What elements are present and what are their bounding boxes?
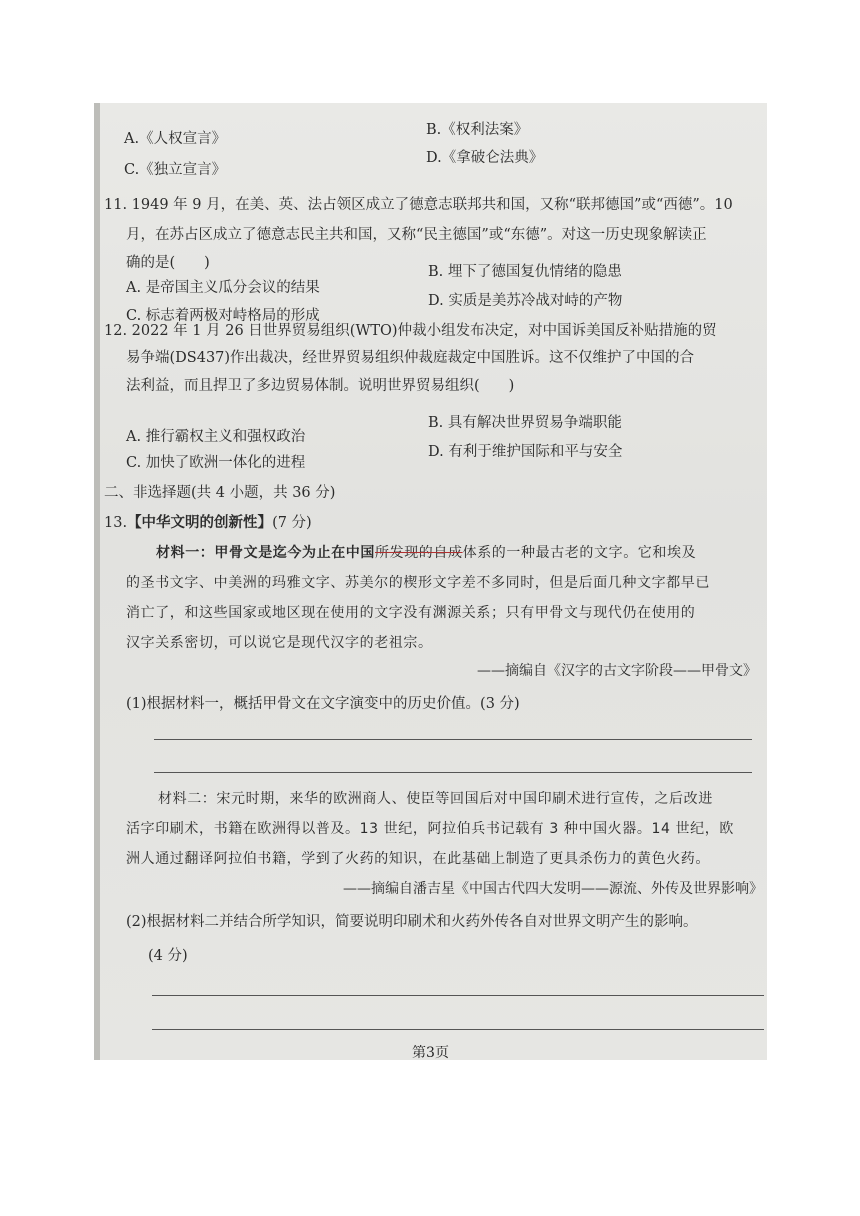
q12-option-c: C. 加快了欧洲一体化的进程 (126, 455, 306, 471)
material2-line2: 活字印刷术，书籍在欧洲得以普及。13 世纪，阿拉伯兵书记载有 3 种中国火器。14 世纪，欧 (126, 821, 734, 837)
material1-struck-text: 所发现的自成 (375, 545, 463, 561)
q13-title: 【中华文明的创新性】 (127, 514, 273, 531)
q13-sub2-line1: (2)根据材料二并结合所学知识，简要说明印刷术和火药外传各自对世界文明产生的影响。 (126, 914, 698, 930)
option-a-prev: A.《人权宣言》 (124, 131, 227, 147)
q11-stem-line1: 11. 1949 年 9 月，在美、英、法占领区成立了德意志联邦共和国，又称“联邦德国”或“西德”。10 (104, 197, 733, 213)
material1-source: ——摘编自《汉字的古文字阶段——甲骨文》 (477, 663, 757, 679)
q13-heading (104, 513, 312, 533)
material2-line3: 洲人通过翻译阿拉伯书籍，学到了火药的知识，在此基础上制造了更具杀伤力的黄色火药。 (126, 851, 710, 867)
q11-option-b: B. 埋下了德国复仇情绪的隐患 (428, 264, 622, 280)
q12-stem-line3: 法利益，而且捍卫了多边贸易体制。说明世界贸易组织( ) (126, 378, 515, 394)
answer-line[interactable] (154, 772, 752, 773)
q11-option-c: C. 标志着两极对峙格局的形成 (126, 308, 320, 324)
section-heading: 二、非选择题(共 4 小题，共 36 分) (104, 485, 336, 501)
page-number: 第3页 (412, 1045, 449, 1060)
q12-option-a: A. 推行霸权主义和强权政治 (126, 429, 306, 445)
option-b-prev: B.《权利法案》 (426, 122, 529, 138)
q12-stem-line2: 易争端(DS437)作出裁决，经世界贸易组织仲裁庭裁定中国胜诉。这不仅维护了中国的合 (126, 350, 695, 366)
option-d-prev: D.《拿破仑法典》 (426, 150, 544, 166)
material1-line1-end: 体系的一种最古老的文字。它和埃及 (462, 545, 697, 561)
answer-line[interactable] (154, 739, 752, 740)
material1-line3: 消亡了，和这些国家或地区现在使用的文字没有渊源关系；只有甲骨文与现代仍在使用的 (126, 605, 696, 621)
q12-stem-line1: 12. 2022 年 1 月 26 日世界贸易组织(WTO)仲裁小组发布决定，对中国诉美国反补贴措施的贸 (104, 323, 717, 339)
exam-page (94, 103, 767, 1060)
material1-line1 (156, 543, 696, 563)
answer-line[interactable] (152, 1029, 764, 1030)
q11-option-d: D. 实质是美苏冷战对峙的产物 (428, 293, 623, 309)
q11-stem-line2: 月，在苏占区成立了德意志民主共和国，又称“民主德国”或“东德”。对这一历史现象解读正 (126, 227, 707, 243)
q13-sub1: (1)根据材料一，概括甲骨文在文字演变中的历史价值。(3 分) (126, 696, 520, 712)
material2-source: ——摘编自潘吉星《中国古代四大发明——源流、外传及世界影响》 (343, 881, 763, 897)
option-c-prev: C.《独立宣言》 (124, 162, 227, 178)
q13-number: 13. (104, 515, 128, 531)
answer-line[interactable] (152, 995, 764, 996)
q12-option-d: D. 有利于维护国际和平与安全 (428, 444, 623, 460)
material1-line4: 汉字关系密切，可以说它是现代汉字的老祖宗。 (126, 635, 433, 651)
material1-line2: 的圣书文字、中美洲的玛雅文字、苏美尔的楔形文字差不多同时，但是后面几种文字都早已 (126, 575, 710, 591)
q11-option-a: A. 是帝国主义瓜分会议的结果 (126, 280, 320, 296)
q13-score: (7 分) (272, 515, 312, 531)
material1-line1-start: 材料一：甲骨文是迄今为止在中国 (156, 545, 375, 561)
q13-sub2-line2: (4 分) (148, 948, 188, 964)
q11-stem-line3: 确的是( ) (126, 255, 210, 271)
material2-line1: 材料二：宋元时期，来华的欧洲商人、使臣等回国后对中国印刷术进行宣传，之后改进 (158, 791, 713, 807)
q12-option-b: B. 具有解决世界贸易争端职能 (428, 415, 622, 431)
